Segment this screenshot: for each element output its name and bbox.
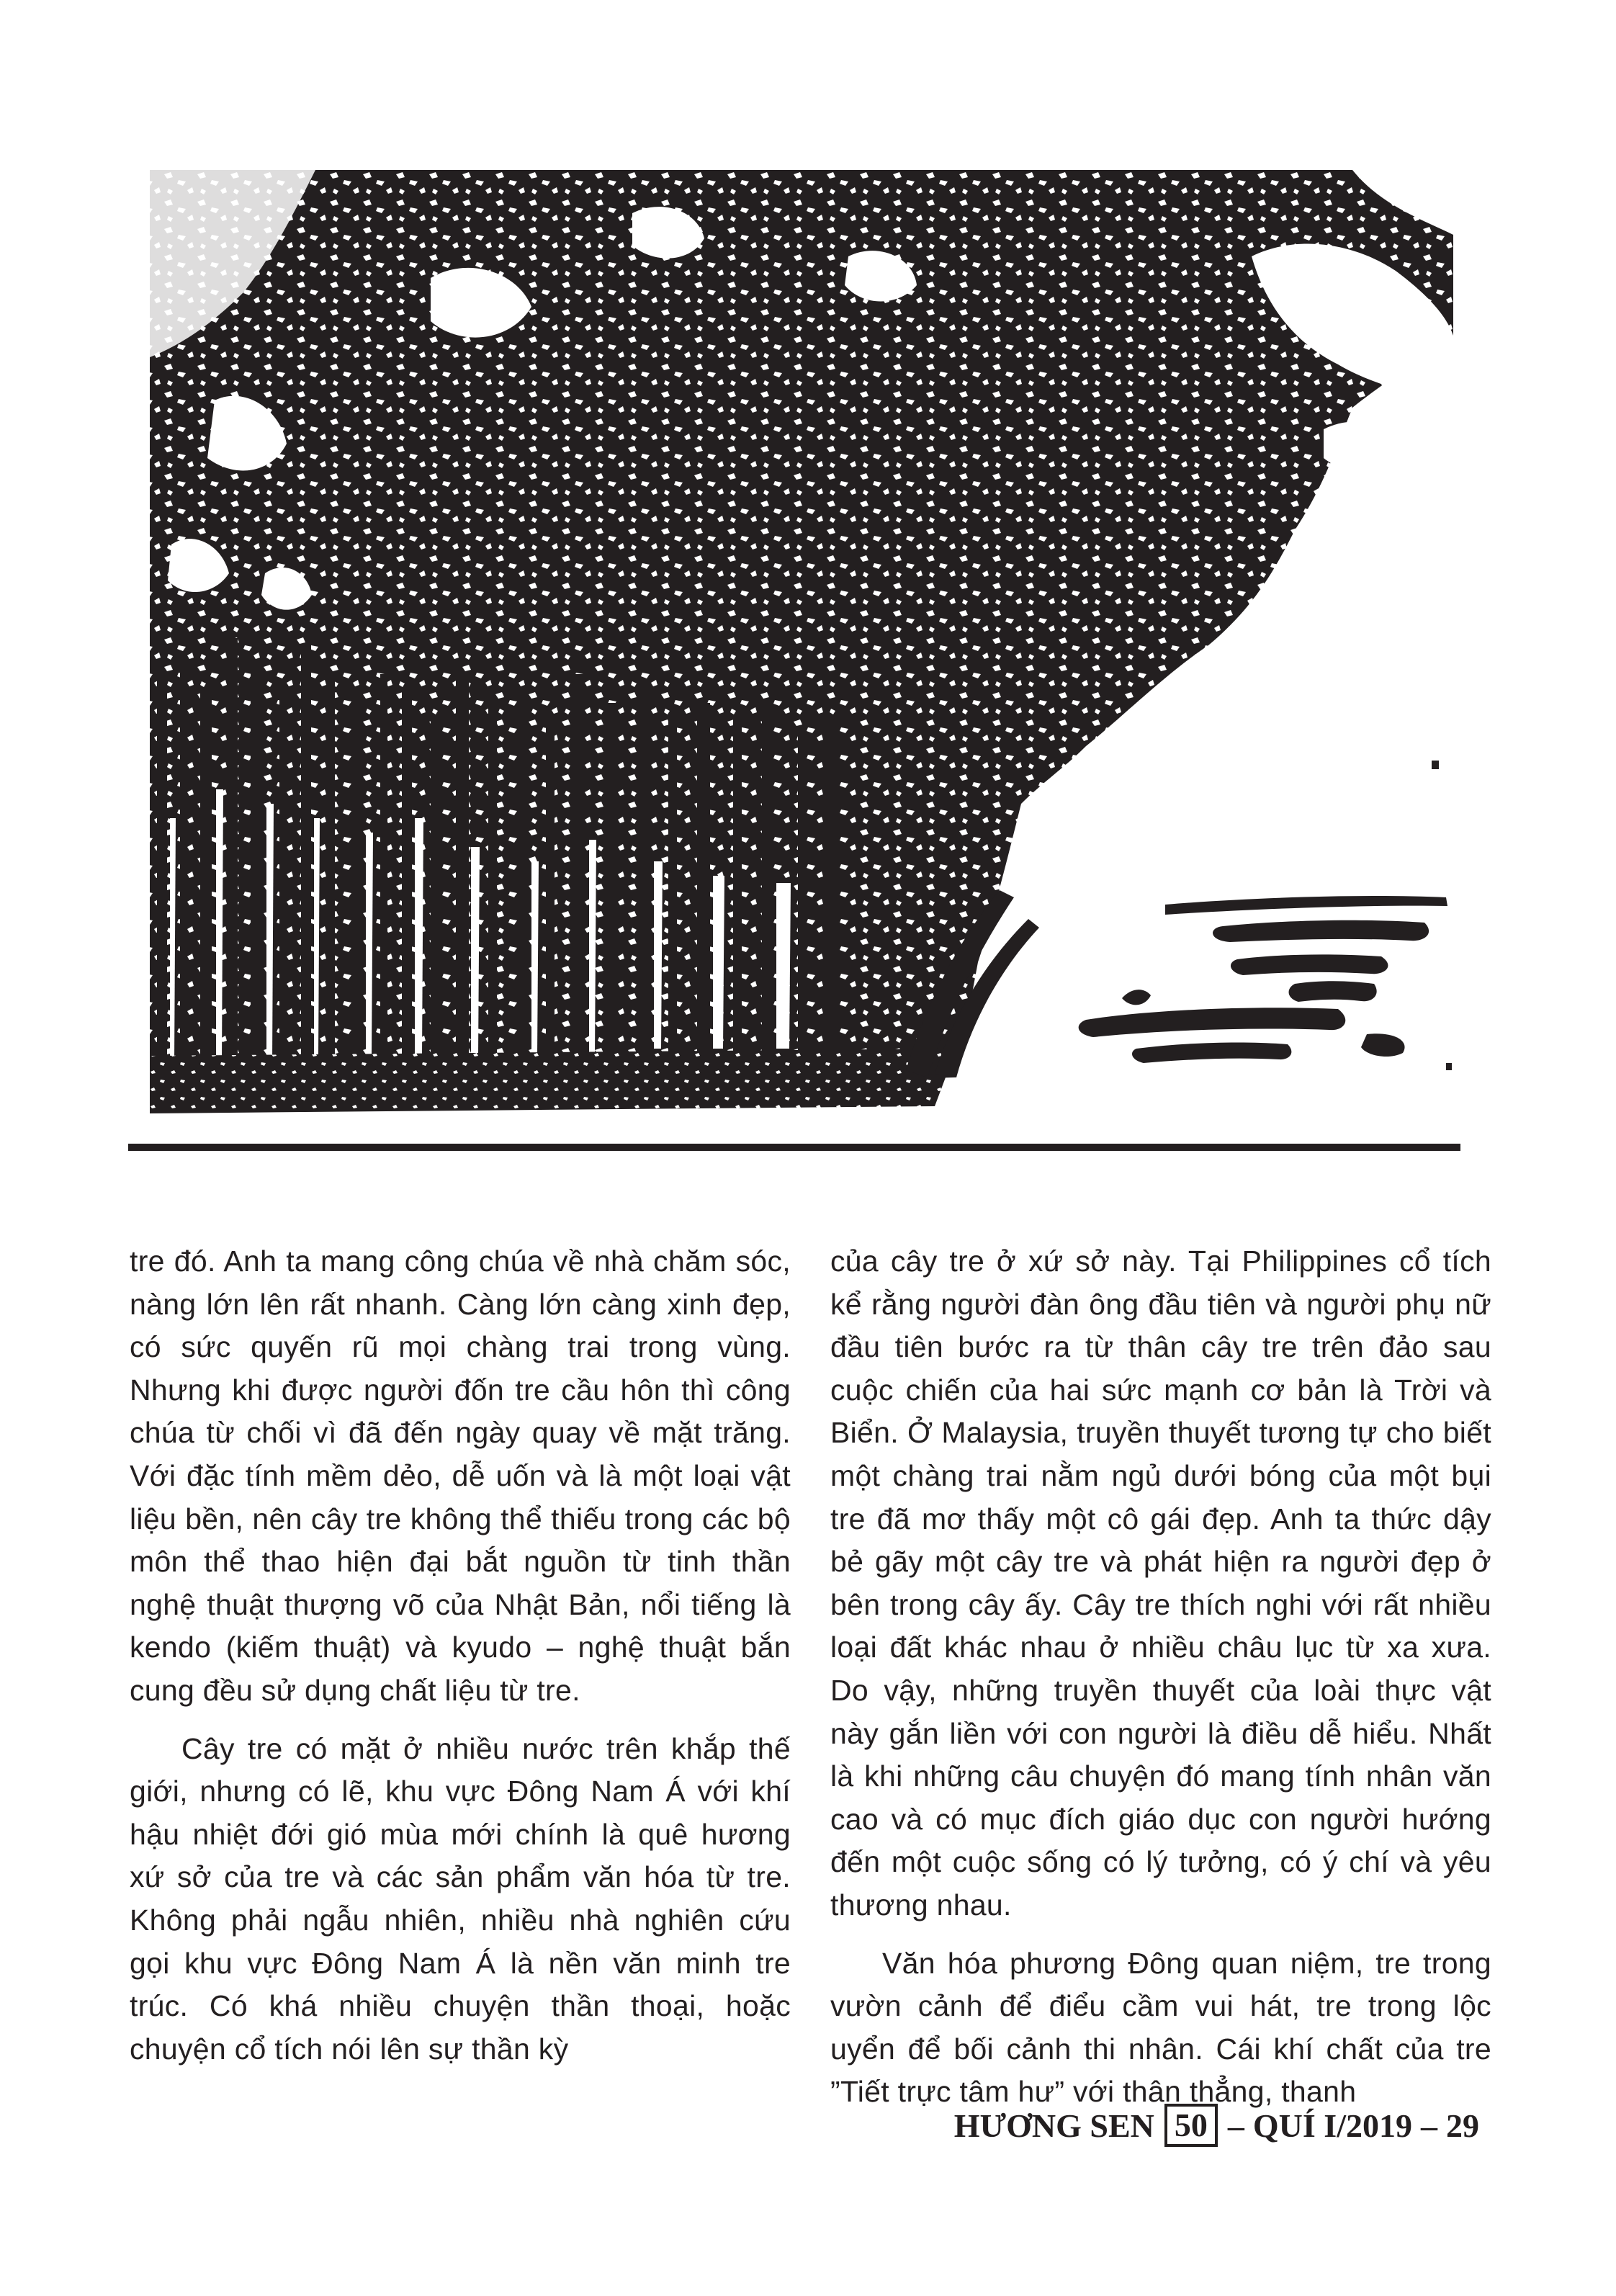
paragraph: Cây tre có mặt ở nhiều nước trên khắp thế giới, nhưng có lẽ, khu vực Đông Nam Á với khí hậu nhiệt đới gió mùa mới chính là quê hương xứ sở của tre và các sản phẩm văn hóa từ tre. Không phải ngẫu nhiên, nhiều nhà nghiên cứu gọi khu vực Đông Nam Á là nền văn minh tre trúc. Có khá nhiều chuyện thần thoại, hoặc chuyện cổ tích nói lên sự thần kỳ bbox=[130, 1731, 791, 2066]
issue-period: QUÍ I/2019 bbox=[1252, 2107, 1412, 2144]
horizon-rule bbox=[128, 1144, 1460, 1151]
ground-shape bbox=[150, 1049, 956, 1113]
magazine-name: HƯƠNG SEN bbox=[953, 2107, 1154, 2144]
bamboo-illustration bbox=[128, 170, 1491, 1171]
paragraph: Văn hóa phương Đông quan niệm, tre trong vườn cảnh để điểu cầm vui hát, tre trong lộc uyển để bối cảnh thi nhân. Cái khí chất của tre ”Tiết trực tâm hư” với thân thẳng, thanh bbox=[830, 1946, 1491, 2109]
article-column-left bbox=[130, 1240, 791, 2071]
footer-dash: – bbox=[1421, 2107, 1437, 2144]
issue-number-box: 50 bbox=[1164, 2104, 1218, 2147]
river-strokes bbox=[1079, 761, 1452, 1070]
footer-dash: – bbox=[1227, 2107, 1244, 2144]
bamboo-grove-icon bbox=[128, 170, 1491, 1171]
article-column-right bbox=[830, 1240, 1491, 2114]
paragraph: của cây tre ở xứ sở này. Tại Philippines cổ tích kể rằng người đàn ông đầu tiên và người phụ nữ đầu tiên bước ra từ thân cây tre trên đảo sau cuộc chiến của hai sức mạnh cơ bản là Trời và Biển. Ở Malaysia, truyền thuyết tương tự cho biết một chàng trai nằm ngủ dưới bóng của một bụi tre đã mơ thấy một cô gái đẹp. Anh ta thức dậy bẻ gãy một cây tre và phát hiện ra người đẹp ở bên trong cây ấy. Cây tre thích nghi với rất nhiều loại đất khác nhau ở nhiều châu lục từ xa xưa. Do vậy, những truyền thuyết của loài thực vật này gắn liền với con người là điều dễ hiểu. Nhất là khi những câu chuyện đó mang tính nhân văn cao và có mục đích giáo dục con người hướng đến một cuộc sống có lý tưởng, có ý chí và yêu thương nhau. bbox=[830, 1245, 1491, 1921]
page-footer bbox=[954, 2100, 1488, 2151]
paragraph: tre đó. Anh ta mang công chúa về nhà chăm sóc, nàng lớn lên rất nhanh. Càng lớn càng xinh đẹp, có sức quyến rũ mọi chàng trai trong vùng. Nhưng khi được người đốn tre cầu hôn thì công chúa từ chối vì đã đến ngày quay về mặt trăng. Với đặc tính mềm dẻo, dễ uốn và là một loại vật liệu bền, nên cây tre không thể thiếu trong các bộ môn thể thao hiện đại bắt nguồn từ tinh thần nghệ thuật thượng võ của Nhật Bản, nổi tiếng là kendo (kiếm thuật) và kyudo – nghệ thuật bắn cung đều sử dụng chất liệu từ tre. bbox=[130, 1245, 791, 1707]
page-number: 29 bbox=[1446, 2107, 1479, 2144]
